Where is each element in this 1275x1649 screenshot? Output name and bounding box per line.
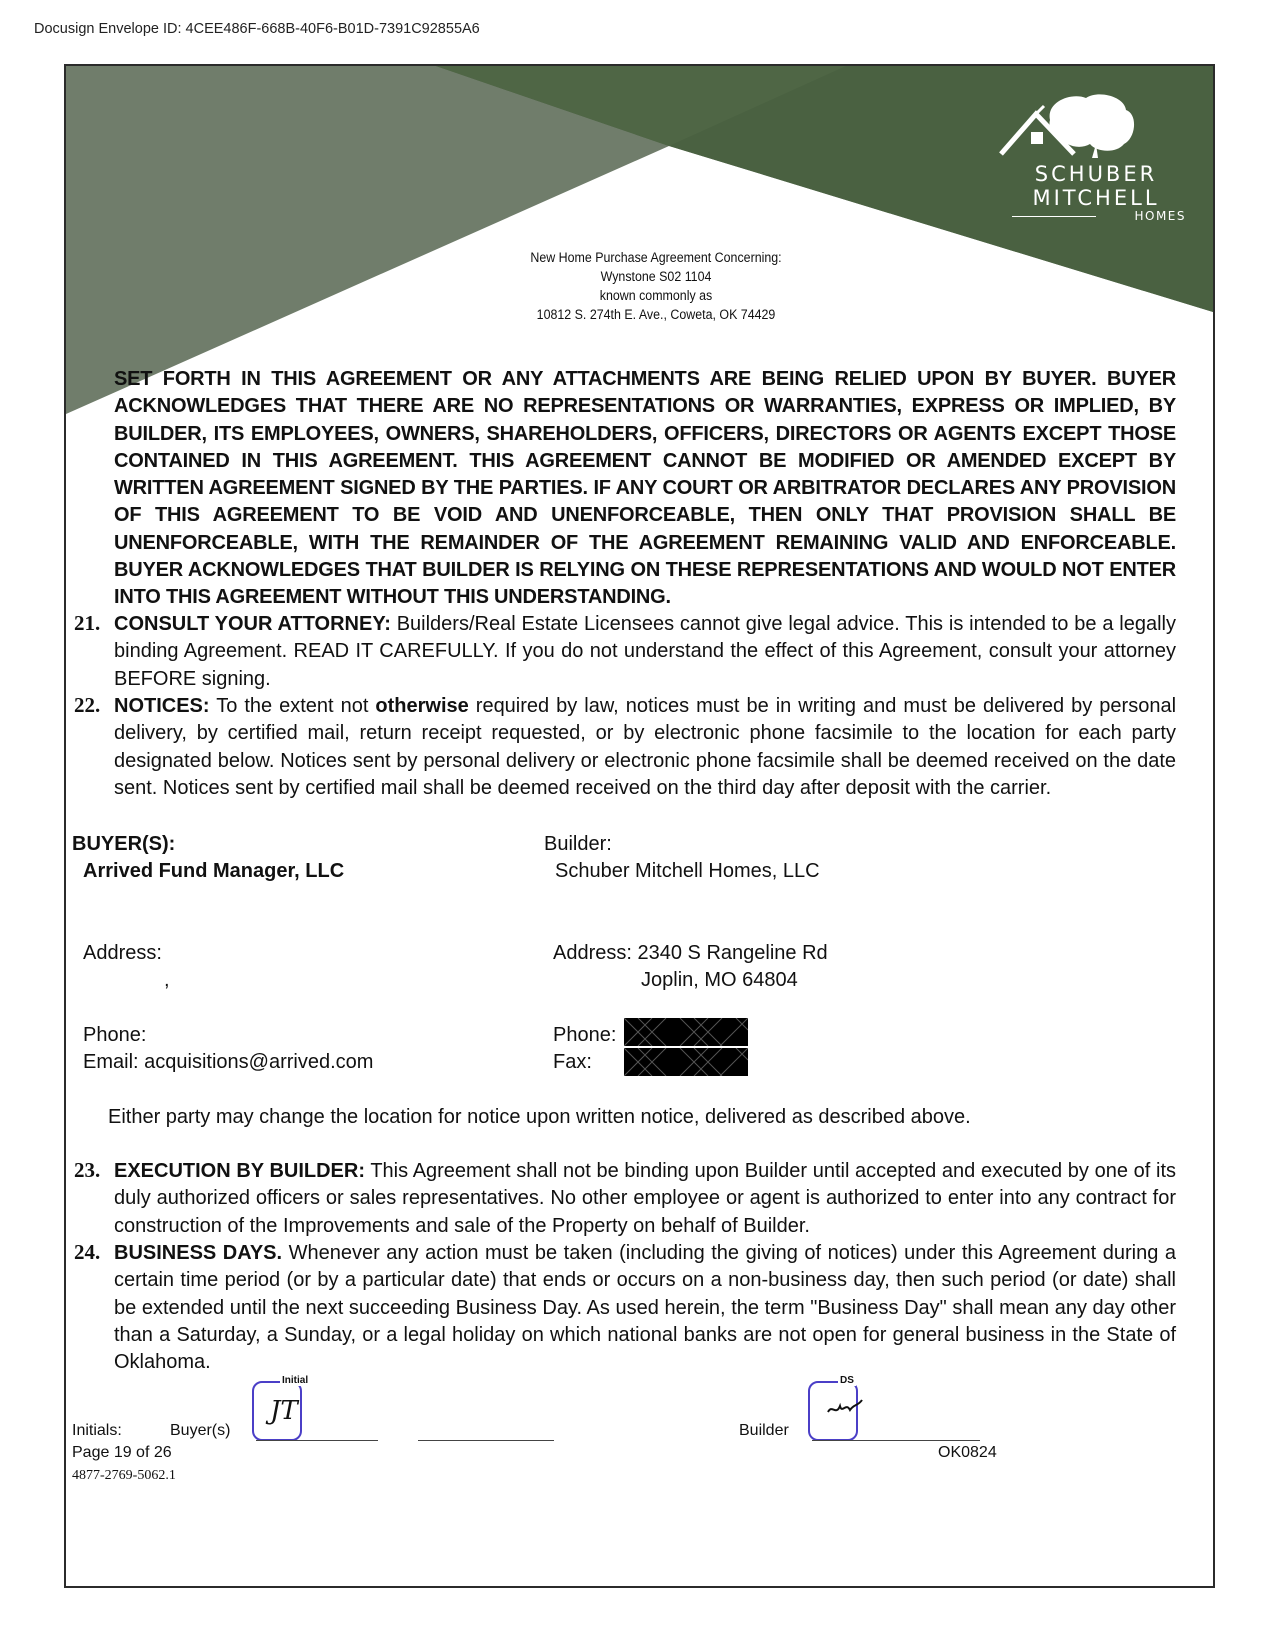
initials-label: Initials: <box>72 1422 122 1439</box>
concerning-lot: Wynstone S02 1104 <box>600 269 712 284</box>
buyer-initial-line-2 <box>418 1440 554 1441</box>
section-24-heading: BUSINESS DAYS. <box>114 1242 283 1264</box>
section-23 <box>114 1158 1176 1240</box>
section-21-heading: CONSULT YOUR ATTORNEY: <box>114 613 391 635</box>
builder-initials-label: Builder <box>739 1422 789 1439</box>
builder-fax-label: Fax: <box>553 1051 592 1073</box>
builder-name: Schuber Mitchell Homes, LLC <box>555 860 820 882</box>
section-21 <box>114 611 1176 693</box>
section-23-heading: EXECUTION BY BUILDER: <box>114 1160 366 1182</box>
continued-paragraph: SET FORTH IN THIS AGREEMENT OR ANY ATTACHMENTS ARE BEING RELIED UPON BY BUYER. BUYER ACKNOWLEDGES THAT THERE ARE NO REPRESENTATIONS OR WARRANTIES, EXPRESS OR IMPLIED, BY BUILDER, ITS EMPLOYEES, OWNERS, SHAREHOLDERS, OFFICERS, DIRECTORS OR AGENTS EXCEPT THOSE CONTAINED IN THIS AGREEMENT. THIS AGREEMENT CANNOT BE MODIFIED OR AMENDED EXCEPT BY WRITTEN AGREEMENT SIGNED BY THE PARTIES. IF ANY COURT OR ARBITRATOR DECLARES ANY PROVISION OF THIS AGREEMENT TO BE VOID AND UNENFORCEABLE, THEN ONLY THAT PROVISION SHALL BE UNENFORCEABLE, WITH THE REMAINDER OF THE AGREEMENT REMAINING VALID AND ENFORCEABLE. BUYER ACKNOWLEDGES THAT BUILDER IS RELYING ON THESE REPRESENTATIONS AND WOULD NOT ENTER INTO THIS AGREEMENT WITHOUT THIS UNDERSTANDING. <box>114 368 1176 609</box>
logo-line-2: MITCHELL <box>1032 186 1160 210</box>
buyer-phone-label: Phone: <box>83 1024 147 1046</box>
buyer-initial-line-1 <box>256 1440 378 1441</box>
section-22-heading: NOTICES: <box>114 695 210 717</box>
buyer-email-value: acquisitions@arrived.com <box>144 1051 374 1073</box>
section-23-text: This Agreement shall not be binding upon Builder until accepted and executed by one of its duly authorized officers or sales representatives. No other employee or agent is authorized to enter into any contract for construction of the Improvements and sale of the Property on behalf of Builder. <box>114 1160 1177 1237</box>
buyer-address-label: Address: <box>83 942 162 964</box>
doc-number: 4877-2769-5062.1 <box>72 1468 176 1483</box>
section-24 <box>114 1240 1176 1376</box>
buyer-name: Arrived Fund Manager, LLC <box>83 860 345 882</box>
builder-initials-signature-icon <box>826 1396 866 1420</box>
builder-initial-line <box>812 1440 980 1441</box>
redacted-fax <box>624 1048 748 1076</box>
section-21-text: Builders/Real Estate Licensees cannot give legal advice. This is intended to be a legally binding Agreement. READ IT CAREFULLY. If you do not understand the effect of this Agreement, consult your attorney BEFORE signing. <box>114 613 1176 690</box>
change-notice: Either party may change the location for notice upon written notice, delivered as described above. <box>108 1106 971 1128</box>
logo-line-1: SCHUBER <box>1034 162 1158 186</box>
section-22-emphasis: otherwise <box>375 695 469 717</box>
builder-label: Builder: <box>544 833 612 855</box>
page-number: Page 19 of 26 <box>72 1444 172 1461</box>
redacted-phone <box>624 1018 748 1046</box>
buyer-initial-box-label: Initial <box>282 1375 309 1386</box>
buyer-email-label: Email: <box>83 1051 139 1073</box>
concerning-known: known commonly as <box>599 288 713 303</box>
section-23-number: 23. <box>74 1158 101 1182</box>
concerning-title: New Home Purchase Agreement Concerning: <box>530 250 782 265</box>
builder-address-line2: Joplin, MO 64804 <box>641 969 798 991</box>
builder-address <box>553 940 828 967</box>
builder-phone-label: Phone: <box>553 1024 617 1046</box>
buyer-initials-signature: JT <box>270 1396 298 1426</box>
envelope-id: Docusign Envelope ID: 4CEE486F-668B-40F6-B01D-7391C92855A6 <box>34 21 480 37</box>
form-code: OK0824 <box>938 1444 997 1461</box>
builder-address-line1: 2340 S Rangeline Rd <box>637 942 828 964</box>
buyers-initials-label: Buyer(s) <box>170 1422 231 1439</box>
section-24-text: Whenever any action must be taken (including the giving of notices) under this Agreement during a certain time period (or by a particular date) that ends or occurs on a non-business day, then such period (or date) shall be extended until the next succeeding Business Day. As used herein, the term "Business Day" shall mean any day other than a Saturday, a Sunday, or a legal holiday on which national banks are not open for general business in the State of Oklahoma. <box>114 1242 1177 1374</box>
concerning-address: 10812 S. 274th E. Ave., Coweta, OK 74429 <box>536 307 776 322</box>
section-24-number: 24. <box>74 1240 101 1264</box>
buyer-address-comma: , <box>164 969 170 991</box>
logo-line-3: HOMES <box>1134 209 1186 223</box>
section-22-text-b: required by law, notices must be in writing and must be delivered by personal delivery, by certified mail, return receipt requested, or by electronic phone facsimile to the location for each party designated below. Notices sent by personal delivery or electronic phone facsimile shall be deemed received on the date sent. Notices sent by certified mail shall be deemed received on the third day after deposit with the carrier. <box>114 695 1177 799</box>
property-concerning-block <box>426 248 886 324</box>
section-22-text-a: To the extent not <box>209 695 376 717</box>
section-21-number: 21. <box>74 611 101 635</box>
section-22-number: 22. <box>74 693 101 717</box>
buyer-label: BUYER(S): <box>72 833 176 855</box>
builder-address-label: Address: <box>553 942 632 964</box>
document-page <box>64 64 1215 1588</box>
section-22 <box>114 693 1176 802</box>
builder-initial-box-label: DS <box>840 1375 854 1386</box>
buyer-email <box>83 1049 373 1076</box>
